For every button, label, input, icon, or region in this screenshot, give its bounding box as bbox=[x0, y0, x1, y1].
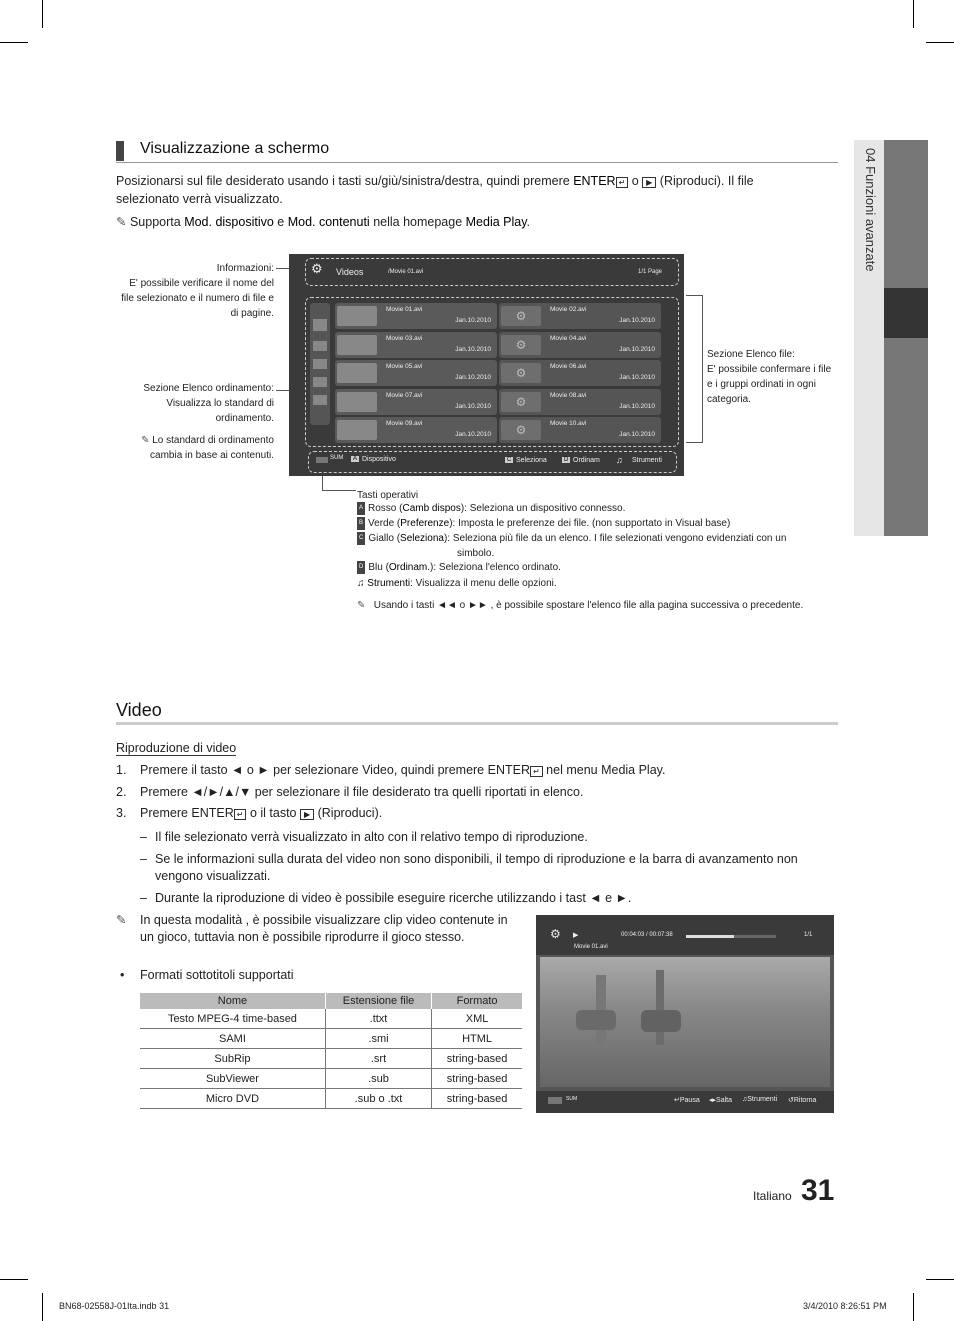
page-count: 1/1 Page bbox=[638, 269, 663, 275]
divider bbox=[116, 162, 838, 163]
table-header: Formato bbox=[432, 993, 522, 1009]
bullet-text: Formati sottotitoli supportati bbox=[140, 968, 294, 982]
tools-icon: ♫ bbox=[616, 455, 623, 465]
file-date: Jan.10.2010 bbox=[619, 431, 655, 438]
dash: – bbox=[140, 891, 147, 905]
file-date: Jan.10.2010 bbox=[619, 374, 655, 381]
button-description: B Verde (Preferenze): Imposta le preferenze dei file. (non supportato in Visual base) bbox=[359, 518, 731, 530]
file-name: Movie 08.avi bbox=[550, 392, 587, 399]
leader-line bbox=[322, 490, 356, 491]
table-header: Estensione file bbox=[325, 993, 431, 1009]
note-icon: ✎ bbox=[141, 435, 153, 446]
file-name: Movie 02.avi bbox=[550, 306, 587, 313]
file-name: Movie 05.avi bbox=[386, 363, 423, 370]
film-reel-icon: ⚙ bbox=[550, 927, 561, 941]
sum-label: SUM bbox=[330, 455, 344, 461]
footer-language: Italiano bbox=[753, 1189, 792, 1203]
side-tab-block bbox=[884, 338, 928, 536]
tools-icon: ♫ bbox=[357, 578, 368, 589]
jump-button[interactable]: ◂▸Salta bbox=[709, 1097, 732, 1104]
table-cell: .sub o .txt bbox=[325, 1089, 431, 1109]
file-date: Jan.10.2010 bbox=[455, 346, 491, 353]
dash-text: Durante la riproduzione di video è possibile eseguire ricerche utilizzando i tast ◄ e ►. bbox=[155, 891, 632, 905]
table-cell: Micro DVD bbox=[140, 1089, 325, 1109]
button-description: A Rosso (Camb dispos): Seleziona un dispositivo connesso. bbox=[359, 503, 626, 515]
key-c[interactable]: C bbox=[507, 457, 512, 463]
file-item[interactable] bbox=[499, 417, 661, 443]
category-label: Videos bbox=[336, 267, 364, 277]
file-date: Jan.10.2010 bbox=[455, 431, 491, 438]
crop-mark bbox=[913, 1293, 914, 1321]
table-cell: .sub bbox=[325, 1069, 431, 1089]
key-d[interactable]: D bbox=[564, 457, 569, 463]
table-header: Nome bbox=[140, 993, 325, 1009]
subtitle-formats-table bbox=[140, 993, 522, 1109]
buttons-cont: simbolo. bbox=[457, 548, 495, 559]
divider bbox=[116, 722, 838, 725]
file-date: Jan.10.2010 bbox=[619, 403, 655, 410]
file-name: Movie 04.avi bbox=[550, 335, 587, 342]
file-name: Movie 07.avi bbox=[386, 392, 423, 399]
table-cell: string-based bbox=[432, 1049, 522, 1069]
progress-fill bbox=[686, 935, 734, 938]
table-cell: .smi bbox=[325, 1029, 431, 1049]
film-reel-icon: ⚙ bbox=[311, 261, 323, 276]
sort-button[interactable]: Ordinam bbox=[573, 457, 600, 464]
video-thumbnail bbox=[337, 363, 377, 383]
crop-mark bbox=[0, 1279, 28, 1280]
file-name: Movie 03.avi bbox=[386, 335, 423, 342]
crop-mark bbox=[926, 42, 954, 43]
step-text: Premere ENTER ↵ o il tasto ▶ (Riproduci). bbox=[140, 806, 383, 820]
table-cell: HTML bbox=[432, 1029, 522, 1049]
callout-sort-note: ✎ Lo standard di ordinamento cambia in base ai contenuti. bbox=[141, 435, 274, 461]
note-icon: ✎ bbox=[116, 913, 127, 927]
color-key-badge: C bbox=[357, 532, 365, 545]
table-cell: .ttxt bbox=[325, 1009, 431, 1029]
table-row bbox=[140, 1069, 522, 1089]
side-tab-block bbox=[884, 140, 928, 288]
file-item[interactable] bbox=[335, 389, 497, 415]
sum-logo bbox=[316, 457, 328, 463]
sort-list[interactable] bbox=[310, 303, 330, 425]
bracket bbox=[686, 295, 703, 443]
tools-button[interactable]: ♫Strumenti bbox=[742, 1096, 778, 1103]
table-row bbox=[140, 1029, 522, 1049]
button-description: C Giallo (Seleziona): Seleziona più file da un elenco. I file selezionati vengono evidenziati con un bbox=[359, 533, 787, 545]
callout-info: Informazioni: E' possibile verificare il nome del file selezionato e il numero di file e di pagine. bbox=[121, 263, 274, 319]
file-name: Movie 01.avi bbox=[386, 306, 423, 313]
note-icon: ✎ bbox=[357, 600, 374, 611]
file-count: 1/1 bbox=[804, 932, 813, 938]
playback-time: 00:04:03 / 00:07:38 bbox=[621, 932, 673, 938]
film-reel-icon: ⚙ bbox=[501, 363, 541, 383]
side-tab-active bbox=[884, 288, 928, 338]
video-thumbnail bbox=[337, 335, 377, 355]
file-name: Movie 10.avi bbox=[550, 420, 587, 427]
step-text: Premere il tasto ◄ o ► per selezionare Video, quindi premere ENTER ↵ nel menu Media Play. bbox=[140, 763, 666, 777]
table-cell: .srt bbox=[325, 1049, 431, 1069]
film-reel-icon: ⚙ bbox=[501, 335, 541, 355]
crop-mark bbox=[913, 0, 914, 28]
note-text: In questa modalità , è possibile visualizzare clip video contenute in un gioco, tuttavia non è possibile riprodurre il gioco stesso. bbox=[140, 913, 508, 944]
film-reel-icon: ⚙ bbox=[501, 392, 541, 412]
file-date: Jan.10.2010 bbox=[455, 403, 491, 410]
table-row bbox=[140, 1049, 522, 1069]
callout-sort: Sezione Elenco ordinamento: Visualizza lo standard di ordinamento. bbox=[143, 383, 274, 424]
return-button[interactable]: ↺Ritorna bbox=[788, 1097, 817, 1104]
pause-button[interactable]: ↵Pausa bbox=[674, 1097, 700, 1104]
file-item[interactable] bbox=[335, 332, 497, 358]
leader-line bbox=[322, 476, 323, 490]
select-button[interactable]: Seleziona bbox=[516, 457, 547, 464]
crop-mark bbox=[42, 0, 43, 28]
color-key-badge: D bbox=[357, 561, 365, 574]
dash-text: Se le informazioni sulla durata del video non sono disponibili, il tempo di riproduzione e la barra di avanzamento non bbox=[155, 852, 798, 866]
crop-mark bbox=[926, 1279, 954, 1280]
dash-text: Il file selezionato verrà visualizzato in alto con il relativo tempo di riproduzione. bbox=[155, 830, 588, 844]
page-number: 31 bbox=[801, 1174, 835, 1207]
table-row bbox=[140, 1089, 522, 1109]
crop-mark bbox=[0, 42, 28, 43]
file-item[interactable] bbox=[499, 389, 661, 415]
table-cell: string-based bbox=[432, 1089, 522, 1109]
arrows-icon: ◂▸ bbox=[709, 1097, 717, 1104]
intro-text: Posizionarsi sul file desiderato usando i tasti su/giù/sinistra/destra, quindi premere ENTER ↵ o ▶ (Riproduci). Il file selezionato verrà visualizzato. bbox=[116, 174, 754, 206]
dash: – bbox=[140, 830, 147, 844]
note-text: ✎ Supporta Mod. dispositivo e Mod. contenuti nella homepage Media Play. bbox=[116, 215, 531, 229]
file-name: Movie 06.avi bbox=[550, 363, 587, 370]
file-item[interactable] bbox=[499, 332, 661, 358]
key-a[interactable]: A bbox=[353, 456, 358, 462]
table-cell: SubRip bbox=[140, 1049, 325, 1069]
buttons-title: Tasti operativi bbox=[357, 490, 419, 501]
section-title: Visualizzazione a schermo bbox=[140, 140, 330, 157]
video-thumbnail bbox=[337, 420, 377, 440]
sum-logo bbox=[548, 1097, 562, 1104]
table-cell: SubViewer bbox=[140, 1069, 325, 1089]
enter-icon: ↵ bbox=[674, 1097, 680, 1104]
play-icon: ▶ bbox=[573, 932, 579, 939]
section-title: Video bbox=[116, 700, 162, 720]
footer-file: BN68-02558J-01Ita.indb 31 bbox=[59, 1301, 170, 1311]
tools-desc: ♫ Strumenti: Visualizza il menu delle opzioni. bbox=[357, 578, 557, 589]
heading-bar bbox=[116, 141, 124, 161]
file-item[interactable] bbox=[499, 303, 661, 329]
file-item[interactable] bbox=[499, 360, 661, 386]
bullet: • bbox=[120, 968, 125, 982]
step-number: 3. bbox=[116, 806, 127, 820]
file-name: Movie 09.avi bbox=[386, 420, 423, 427]
note-icon: ✎ bbox=[116, 215, 127, 229]
file-name: Movie 01.avi bbox=[574, 944, 608, 950]
buttons-note: ✎ Usando i tasti ◄◄ o ►► , è possibile spostare l'elenco file alla pagina successiva o precedente. bbox=[357, 600, 804, 611]
table-row bbox=[140, 1009, 522, 1029]
video-thumbnail bbox=[337, 392, 377, 412]
file-date: Jan.10.2010 bbox=[619, 317, 655, 324]
table-cell: Testo MPEG-4 time-based bbox=[140, 1009, 325, 1029]
tools-button[interactable]: Strumenti bbox=[632, 457, 662, 464]
sum-label: SUM bbox=[566, 1096, 578, 1102]
table-cell: string-based bbox=[432, 1069, 522, 1089]
device-button[interactable]: Dispositivo bbox=[362, 456, 396, 463]
callout-filelist: Sezione Elenco file: E' possibile confermare i file e i gruppi ordinati in ogni categoria. bbox=[707, 349, 832, 405]
subtitle: Riproduzione di video bbox=[116, 741, 237, 755]
file-date: Jan.10.2010 bbox=[619, 346, 655, 353]
table-cell: SAMI bbox=[140, 1029, 325, 1049]
video-thumbnail bbox=[337, 306, 377, 326]
step-number: 2. bbox=[116, 785, 127, 799]
footer-date: 3/4/2010 8:26:51 PM bbox=[803, 1301, 887, 1311]
dash-text: vengono visualizzati. bbox=[155, 869, 271, 883]
return-icon: ↺ bbox=[788, 1097, 794, 1104]
color-key-badge: A bbox=[357, 502, 365, 515]
tools-icon: ♫ bbox=[742, 1096, 748, 1103]
step-text: Premere ◄/►/▲/▼ per selezionare il file desiderato tra quelli riportati in elenco. bbox=[140, 785, 584, 799]
film-reel-icon: ⚙ bbox=[501, 306, 541, 326]
path-label: /Movie 01.avi bbox=[388, 269, 424, 275]
side-tab-label: 04 Funzioni avanzate bbox=[863, 148, 878, 272]
file-item[interactable] bbox=[335, 303, 497, 329]
color-key-badge: B bbox=[357, 517, 365, 530]
file-date: Jan.10.2010 bbox=[455, 317, 491, 324]
step-number: 1. bbox=[116, 763, 127, 777]
dash: – bbox=[140, 852, 147, 866]
table-cell: XML bbox=[432, 1009, 522, 1029]
file-item[interactable] bbox=[335, 360, 497, 386]
button-description: D Blu (Ordinam.): Seleziona l'elenco ordinato. bbox=[359, 562, 561, 574]
file-date: Jan.10.2010 bbox=[455, 374, 491, 381]
crop-mark bbox=[42, 1293, 43, 1321]
progress-bar[interactable] bbox=[686, 935, 776, 938]
file-item[interactable] bbox=[335, 417, 497, 443]
film-reel-icon: ⚙ bbox=[501, 420, 541, 440]
